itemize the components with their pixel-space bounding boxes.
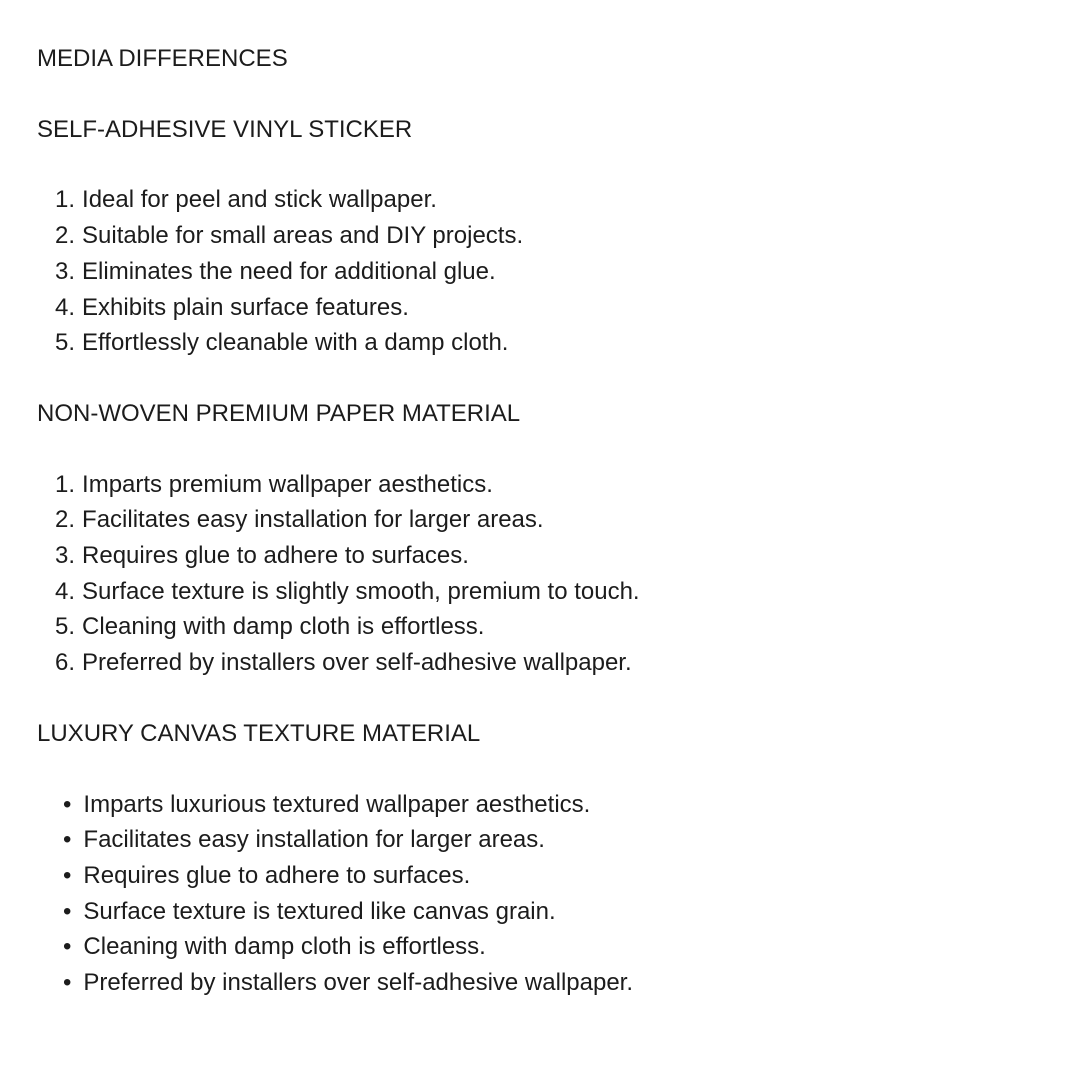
list-item: Suitable for small areas and DIY projects. bbox=[82, 222, 524, 250]
list-item: Cleaning with damp cloth is effortless. bbox=[82, 613, 485, 641]
list-item: • Surface texture is textured like canvas grain. bbox=[63, 894, 1050, 930]
list-item: Requires glue to adhere to surfaces. bbox=[82, 542, 469, 570]
list-item: Facilitates easy installation for larger areas. bbox=[82, 506, 544, 534]
list-item: Eliminates the need for additional glue. bbox=[82, 257, 496, 285]
section-non-woven-premium-paper bbox=[37, 396, 1050, 681]
numbered-list bbox=[37, 467, 1050, 681]
section-self-adhesive-vinyl-sticker bbox=[37, 112, 1050, 361]
numbered-list bbox=[37, 182, 1050, 361]
list-item: Surface texture is slightly smooth, premium to touch. bbox=[82, 577, 640, 605]
list-item: Imparts premium wallpaper aesthetics. bbox=[82, 470, 493, 498]
list-item: • Facilitates easy installation for larger areas. bbox=[63, 822, 1050, 858]
section-luxury-canvas-texture bbox=[37, 716, 1050, 1001]
list-item: Effortlessly cleanable with a damp cloth. bbox=[82, 329, 509, 357]
bulleted-list bbox=[37, 787, 1050, 1001]
list-item: Preferred by installers over self-adhesive wallpaper. bbox=[82, 649, 632, 677]
list-item: Ideal for peel and stick wallpaper. bbox=[82, 186, 437, 214]
list-item: • Requires glue to adhere to surfaces. bbox=[63, 858, 1050, 894]
list-item: • Imparts luxurious textured wallpaper aesthetics. bbox=[63, 787, 1050, 823]
list-item: • Preferred by installers over self-adhesive wallpaper. bbox=[63, 965, 1050, 1001]
section-heading: NON-WOVEN PREMIUM PAPER MATERIAL bbox=[37, 399, 521, 427]
section-heading: SELF-ADHESIVE VINYL STICKER bbox=[37, 115, 413, 143]
list-item: Exhibits plain surface features. bbox=[82, 293, 409, 321]
page-title: MEDIA DIFFERENCES bbox=[37, 45, 288, 72]
list-item: • Cleaning with damp cloth is effortless. bbox=[63, 929, 1050, 965]
section-heading: LUXURY CANVAS TEXTURE MATERIAL bbox=[37, 719, 481, 747]
